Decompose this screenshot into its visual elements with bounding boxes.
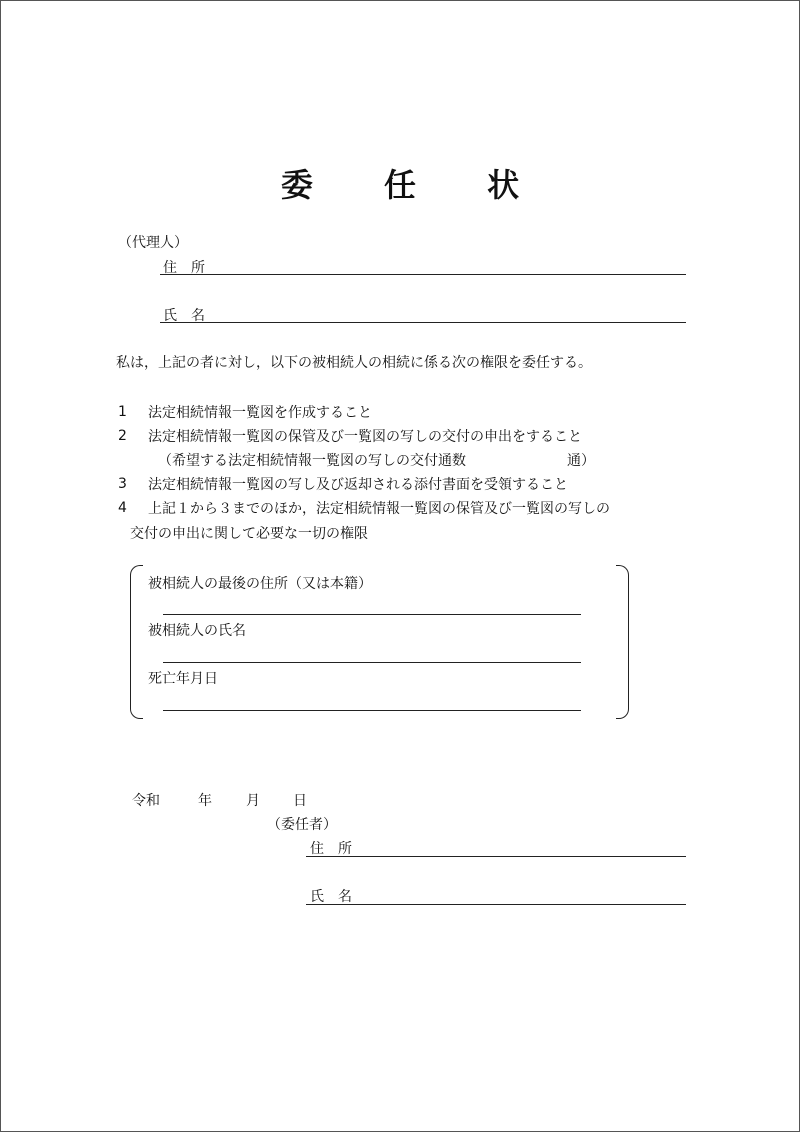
document-title: 委 任 状 — [280, 166, 550, 204]
left-bracket — [130, 565, 143, 719]
date-month: 月 — [246, 793, 260, 809]
agent-name-line[interactable] — [160, 322, 686, 323]
principal-address-line[interactable] — [306, 856, 686, 857]
agent-address-label: 住 所 — [163, 260, 205, 276]
delegation-statement: 私は，上記の者に対し，以下の被相続人の相続に係る次の権限を委任する。 — [116, 355, 592, 371]
decedent-name-label: 被相続人の氏名 — [148, 623, 246, 639]
agent-label: （代理人） — [118, 235, 188, 251]
date-day: 日 — [293, 793, 307, 809]
item-text: 法定相続情報一覧図の保管及び一覧図の写しの交付の申出をすること — [148, 429, 582, 445]
item-number: 1 — [118, 404, 127, 420]
agent-name-label: 氏 名 — [163, 308, 205, 324]
item-text: 法定相続情報一覧図の写し及び返却される添付書面を受領すること — [148, 477, 568, 493]
date-year: 年 — [198, 793, 212, 809]
copy-count-unit: 通） — [567, 453, 595, 469]
item-number: 2 — [118, 428, 127, 444]
item-number: 4 — [118, 500, 127, 516]
decedent-address-label: 被相続人の最後の住所（又は本籍） — [148, 576, 372, 592]
right-bracket — [616, 565, 629, 719]
copy-count-note: （希望する法定相続情報一覧図の写しの交付通数 — [158, 453, 466, 469]
date-era: 令和 — [132, 793, 160, 809]
agent-address-line[interactable] — [160, 274, 686, 275]
principal-name-label: 氏 名 — [310, 889, 352, 905]
decedent-name-line[interactable] — [163, 662, 581, 663]
death-date-line[interactable] — [163, 710, 581, 711]
item-text: 上記１から３までのほか，法定相続情報一覧図の保管及び一覧図の写しの — [148, 501, 610, 517]
principal-address-label: 住 所 — [310, 841, 352, 857]
item-number: 3 — [118, 476, 127, 492]
death-date-label: 死亡年月日 — [148, 671, 218, 687]
principal-label: （委任者） — [267, 817, 337, 833]
decedent-address-line[interactable] — [163, 614, 581, 615]
item-text: 法定相続情報一覧図を作成すること — [148, 405, 372, 421]
principal-name-line[interactable] — [306, 904, 686, 905]
item-4-continuation: 交付の申出に関して必要な一切の権限 — [130, 526, 368, 542]
